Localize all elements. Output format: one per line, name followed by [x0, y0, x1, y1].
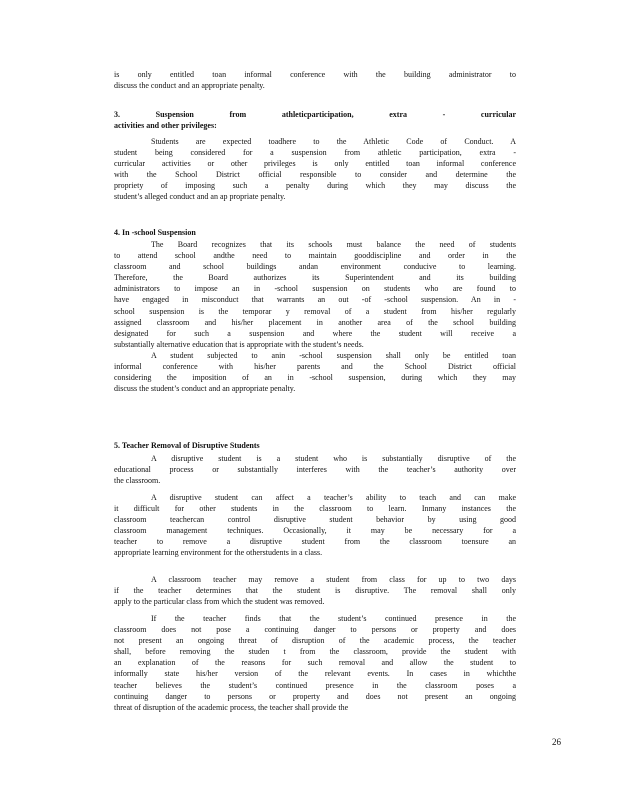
section-3-paragraph-1: [114, 136, 516, 203]
text-line: continuing danger to persons or property and does not present an ongoing: [114, 691, 516, 701]
text-line: propriety of imposing such a penalty during which they may discuss the: [114, 181, 516, 191]
text-line: The Board recognizes that its schools must balance the need of students: [151, 240, 516, 249]
heading-line: 5. Teacher Removal of Disruptive Students: [114, 441, 260, 450]
section-3-heading: [114, 109, 516, 131]
section-5-heading: [114, 440, 516, 451]
text-line: A student subjected to anin -school suspension shall only be entitled toan: [151, 351, 516, 360]
text-line: designated for such a suspension and where the student will receive a: [114, 328, 516, 338]
section-5-paragraph-3: [114, 574, 516, 607]
text-line: discuss the student’s conduct and an appropriate penalty.: [114, 384, 296, 394]
text-line: not present an ongoing threat of disruption of the academic process, the teacher: [114, 636, 516, 646]
text-line: school suspension is the temporar y removal of a student from his/her regularly: [114, 306, 516, 316]
text-line: an explanation of the reasons for such removal and allow the student to: [114, 658, 516, 668]
heading-line: 4. In -school Suspension: [114, 228, 196, 237]
text-line: student being considered for a suspension from athletic participation, extra -: [114, 148, 516, 158]
text-line: classroom and school buildings andan environment conducive to learning.: [114, 262, 516, 272]
text-line: shall, before removing the studen t from the classroom, provide the student with: [114, 647, 516, 657]
text-line: substantially alternative education that is appropriate with the student’s needs.: [114, 339, 364, 349]
text-line: student’s alleged conduct and an ap propriate penalty.: [114, 192, 286, 202]
section-4-paragraph-2: [114, 350, 516, 394]
text-line: Therefore, the Board authorizes its Superintendent and its building: [114, 273, 516, 283]
text-line: teacher to remove a disruptive student from the classroom toensure an: [114, 537, 516, 547]
text-line: if the teacher determines that the student is disruptive. The removal shall only: [114, 586, 516, 596]
text-line: threat of disruption of the academic process, the teacher shall provide the: [114, 702, 349, 712]
text-line: with the School District official responsible to consider and determine the: [114, 170, 516, 180]
text-line: A disruptive student is a student who is substantially disruptive of the: [151, 454, 516, 463]
page-number: 26: [552, 737, 561, 747]
text-line: classroom does not pose a continuing danger to persons or property and does: [114, 625, 516, 635]
section-5-paragraph-2: [114, 492, 516, 559]
text-line: it difficult for other students in the classroom to learn. Inmany instances the: [114, 504, 516, 514]
text-line: A disruptive student can affect a teacher’s ability to teach and can make: [151, 493, 516, 502]
text-line: classroom teachercan control disruptive student behavior by using good: [114, 515, 516, 525]
heading-line: 3. Suspension from athleticparticipation, extra - curricular: [114, 110, 516, 119]
text-line: to attend school andthe need to maintain gooddiscipline and order in the: [114, 251, 516, 261]
text-line: A classroom teacher may remove a student from class for up to two days: [151, 575, 516, 584]
text-line: Students are expected toadhere to the Athletic Code of Conduct. A: [151, 137, 516, 146]
text-line: educational process or substantially interferes with the teacher’s authority over: [114, 465, 516, 475]
text-line: informal conference with his/her parents and the School District official: [114, 362, 516, 372]
text-line: informally state his/her version of the relevant events. In cases in whichthe: [114, 669, 516, 679]
text-line: have engaged in misconduct that warrants an out -of -school suspension. An in -: [114, 295, 516, 305]
text-line: is only entitled toan informal conference with the building administrator to: [114, 70, 516, 79]
text-line: appropriate learning environment for the otherstudents in a class.: [114, 548, 323, 558]
heading-line: activities and other privileges:: [114, 121, 217, 131]
text-line: classroom management techniques. Occasionally, it may be necessary for a: [114, 526, 516, 536]
text-line: discuss the conduct and an appropriate penalty.: [114, 81, 265, 91]
text-line: If the teacher finds that the student’s continued presence in the: [151, 614, 516, 623]
section-5-paragraph-4: [114, 613, 516, 713]
text-line: assigned classroom and his/her placement in another area of the school building: [114, 317, 516, 327]
section-5-paragraph-1: [114, 453, 516, 486]
text-line: administrators to impose an in -school suspension on students who are found to: [114, 284, 516, 294]
text-line: the classroom.: [114, 476, 161, 486]
text-line: curricular activities or other privileges is only entitled toan informal conference: [114, 159, 516, 169]
section-4-heading: [114, 227, 516, 238]
text-line: teacher believes the student’s continued presence in the classroom poses a: [114, 680, 516, 690]
section-4-paragraph-1: [114, 239, 516, 350]
intro-paragraph: [114, 69, 516, 91]
text-line: considering the imposition of an in -school suspension, during which they may: [114, 373, 516, 383]
text-line: apply to the particular class from which the student was removed.: [114, 597, 325, 607]
